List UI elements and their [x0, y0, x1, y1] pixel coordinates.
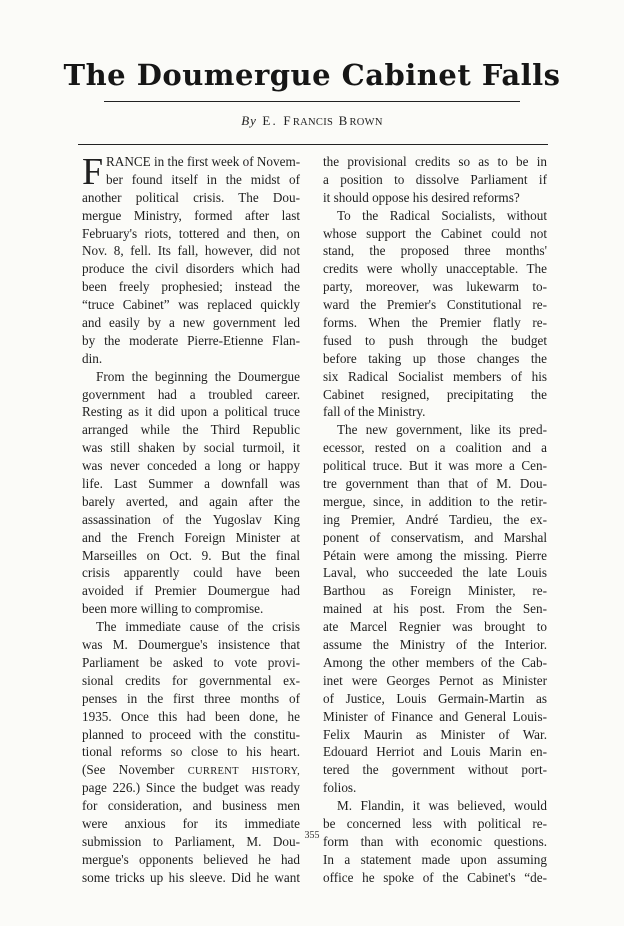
paragraph-line: political truce. But it was more a Cen-: [323, 458, 547, 474]
paragraph-line: 1935. Once this had been done, he: [82, 708, 300, 724]
paragraph-line: produce the civil disorders which had: [82, 261, 300, 277]
article-title: The Doumergue Cabinet Falls: [63, 58, 561, 92]
paragraph-line: mergue's opponents believed he had: [82, 851, 300, 867]
paragraph-line: fall of the Ministry.: [323, 404, 426, 420]
paragraph-line: The new government, like its pred-: [337, 422, 547, 438]
paragraph-line: The immediate cause of the crisis: [96, 619, 300, 635]
paragraph-line: Nov. 8, fell. Its fall, however, did not: [82, 243, 300, 259]
paragraph-line: were anxious for its immediate: [82, 815, 300, 831]
paragraph-line: six Radical Socialist members of his: [323, 368, 547, 384]
paragraph-line: by the moderate Pierre-Etienne Flan-: [82, 332, 300, 348]
paragraph-line: Felix Maurin as Minister of War.: [323, 726, 547, 742]
paragraph-line: Cabinet resigned, precipitating the: [323, 386, 547, 402]
paragraph-line: some tricks up his sleeve. Did he want: [82, 869, 300, 885]
title-rule: [104, 101, 520, 102]
paragraph-line: forms. When the Premier flatly re-: [323, 315, 547, 331]
paragraph-line: and the French Foreign Minister at: [82, 529, 300, 545]
author-last-rest: ROWN: [349, 117, 383, 128]
left-column: [82, 153, 300, 887]
paragraph-line: planned to proceed with the constitu-: [82, 726, 300, 742]
paragraph-line: folios.: [323, 780, 357, 796]
paragraph-line: Parliament be asked to vote provi-: [82, 654, 300, 670]
paragraph-line: submission to Parliament, M. Dou-: [82, 833, 300, 849]
paragraph-line: been more willing to compromise.: [82, 601, 264, 617]
paragraph-line: mained at his post. From the Sen-: [323, 601, 547, 617]
paragraph-line: barely averted, and again after the: [82, 493, 300, 509]
author-last-cap: B: [338, 113, 350, 128]
publication-name: CURRENT HISTORY,: [187, 766, 301, 778]
paragraph-line: Marseilles on Oct. 9. But the final: [82, 547, 300, 563]
paragraph-line: tional reforms so close to his heart.: [82, 744, 300, 760]
paragraph-line: mergue Ministry, formed after last: [82, 207, 300, 223]
byline-by: By: [241, 113, 257, 128]
paragraph-line: Among the other members of the Cab-: [323, 654, 547, 670]
paragraph-line: assume the Ministry of the Interior.: [323, 637, 547, 653]
paragraph-line: a position to dissolve Parliament if: [323, 171, 547, 187]
paragraph-line: whose support the Cabinet could not: [323, 225, 547, 241]
paragraph-line: ing Premier, André Tardieu, the ex-: [323, 511, 547, 527]
author-initial: E.: [262, 113, 278, 128]
paragraph-line: office he spoke of the Cabinet's “de-: [323, 869, 547, 885]
paragraph-line: for consideration, and business men: [82, 798, 300, 814]
paragraph-line: Minister of Finance and General Louis-: [323, 708, 547, 724]
paragraph-line: was still shaken by social turmoil, it: [82, 440, 300, 456]
paragraph-line: arranged while the Third Republic: [82, 422, 300, 438]
paragraph-line: ate Marcel Regnier was brought to: [323, 619, 547, 635]
paragraph-line: government had a troubled career.: [82, 386, 300, 402]
paragraph-line: ber found itself in the midst of: [106, 171, 300, 187]
paragraph-line: penses in the first three months of: [82, 690, 300, 706]
paragraph-line-reference: (See November CURRENT HISTORY,: [82, 762, 301, 778]
paragraph-line: RANCE in the first week of Novem-: [106, 154, 301, 169]
paragraph-line: Pétain were among the missing. Pierre: [323, 547, 547, 563]
paragraph-line: To the Radical Socialists, without: [337, 207, 547, 223]
paragraph-line: be concerned less with political re-: [323, 815, 547, 831]
drop-cap: F: [82, 151, 104, 193]
paragraph-line: form than with economic questions.: [323, 833, 547, 849]
paragraph-line: M. Flandin, it was believed, would: [337, 798, 547, 814]
paragraph-line: February's riots, tottered and then, on: [82, 225, 300, 241]
paragraph-line: inet were Georges Pernot as Minister: [323, 672, 547, 688]
paragraph-line: party, moreover, was lukewarm to-: [323, 279, 547, 295]
paragraph-line: ecessor, rested on a coalition and a: [323, 440, 547, 456]
paragraph-line: page 226.) Since the budget was ready: [82, 780, 300, 796]
paragraph-line: of Justice, Louis Germain-Martin as: [323, 690, 547, 706]
paragraph-line: crisis apparently could have been: [82, 565, 300, 581]
paragraph-line: ward the Premier's Constitutional re-: [323, 297, 547, 313]
paragraph-line: tre government than that of M. Dou-: [323, 476, 547, 492]
paragraph-line: mergue, since, in addition to the retir-: [323, 493, 547, 509]
paragraph-line: Barthou as Foreign Minister, re-: [323, 583, 547, 599]
paragraph-line: stand, the proposed three months': [323, 243, 547, 259]
paragraph-line: was M. Doumergue's insistence that: [82, 637, 300, 653]
paragraph-line: In a statement made upon assuming: [323, 851, 547, 867]
paragraph-line: Resting as it did upon a political truce: [82, 404, 300, 420]
paragraph-line: Laval, who succeeded the late Louis: [323, 565, 547, 581]
paragraph-line: it should oppose his desired reforms?: [323, 189, 520, 205]
paragraph-line: the provisional credits so as to be in: [323, 154, 547, 169]
byline-rule: [78, 144, 548, 145]
author-first-rest: RANCIS: [292, 117, 334, 128]
paragraph-line: another political crisis. The Dou-: [82, 189, 300, 205]
paragraph-line: din.: [82, 350, 103, 366]
paragraph-line: assassination of the Yugoslav King: [82, 511, 300, 527]
paragraph-line: From the beginning the Doumergue: [96, 368, 300, 384]
paragraph-line: credits were wholly unacceptable. The: [323, 261, 547, 277]
paragraph-line: sional credits for governmental ex-: [82, 672, 300, 688]
paragraph-line: been freely prophesied; instead the: [82, 279, 300, 295]
paragraph-line: “truce Cabinet” was replaced quickly: [82, 297, 300, 313]
paragraph-line: life. Last Summer a downfall was: [82, 476, 300, 492]
paragraph-line: avoided if Premier Doumergue had: [82, 583, 300, 599]
paragraph-line: was never conceded a long or happy: [82, 458, 300, 474]
paragraph-line: tered the government without port-: [323, 762, 547, 778]
paragraph-line: before taking up those changes the: [323, 350, 547, 366]
paragraph-line: fused to push through the budget: [323, 332, 547, 348]
paragraph-line: and easily by a new government led: [82, 315, 300, 331]
byline: [0, 113, 624, 129]
page-number: 355: [304, 830, 320, 841]
paragraph-line: ponent of conservatism, and Marshal: [323, 529, 547, 545]
author-first-cap: F: [283, 113, 293, 128]
right-column: [323, 153, 547, 887]
paragraph-line: Edouard Herriot and Louis Marin en-: [323, 744, 547, 760]
